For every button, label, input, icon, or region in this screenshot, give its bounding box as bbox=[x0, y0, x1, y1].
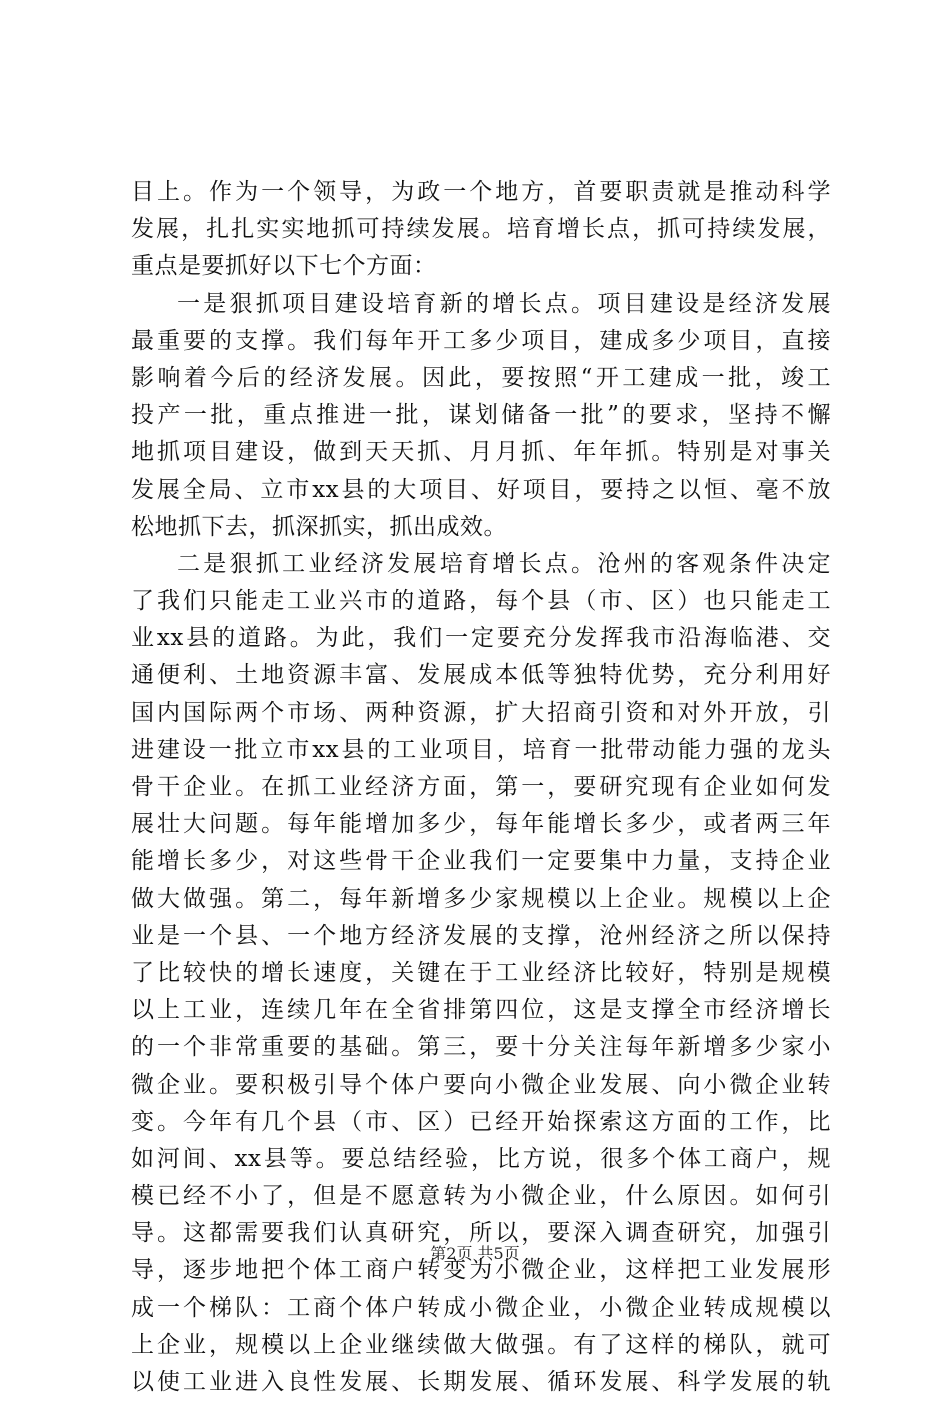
text-line: 以使工业进入良性发展、长期发展、循环发展、科学发展的轨 bbox=[131, 1369, 831, 1395]
text-line: 微企业。要积极引导个体户要向小微企业发展、向小微企业转 bbox=[131, 1071, 831, 1098]
text-line: 模已经不小了，但是不愿意转为小微企业，什么原因。如何引 bbox=[131, 1183, 831, 1210]
text-line: 了我们只能走工业兴市的道路，每个县（市、区）也只能走工 bbox=[131, 588, 831, 615]
text-line: 投产一批，重点推进一批，谋划储备一批”的要求，坚持不懈 bbox=[131, 402, 831, 429]
text-line: 业是一个县、一个地方经济发展的支撑，沧州经济之所以保持 bbox=[131, 922, 831, 949]
text-line: 最重要的支撑。我们每年开工多少项目，建成多少项目，直接 bbox=[131, 327, 831, 354]
page-number-footer: 第2页 共5页 bbox=[430, 1244, 520, 1263]
text-line: 展壮大问题。每年能增加多少，每年能增长多少，或者两三年 bbox=[131, 811, 831, 838]
text-line: 做大做强。第二，每年新增多少家规模以上企业。规模以上企 bbox=[131, 885, 831, 912]
text-line: 进建设一批立市xx县的工业项目，培育一批带动能力强的龙头 bbox=[131, 736, 831, 763]
text-line: 发展全局、立市xx县的大项目、好项目，要持之以恒、毫不放 bbox=[131, 476, 831, 503]
text-line: 的一个非常重要的基础。第三，要十分关注每年新增多少家小 bbox=[131, 1034, 831, 1061]
text-line: 成一个梯队：工商个体户转成小微企业，小微企业转成规模以 bbox=[131, 1294, 831, 1321]
text-line: 以上工业，连续几年在全省排第四位，这是支撑全市经济增长 bbox=[131, 997, 831, 1024]
text-line: 发展，扎扎实实地抓可持续发展。培育增长点，抓可持续发展， bbox=[131, 216, 831, 243]
paragraph-first-line: 二是狠抓工业经济发展培育增长点。沧州的客观条件决定 bbox=[177, 550, 831, 577]
text-line: 变。今年有几个县（市、区）已经开始探索这方面的工作，比 bbox=[131, 1108, 831, 1135]
text-line: 目上。作为一个领导，为政一个地方，首要职责就是推动科学 bbox=[131, 179, 831, 205]
text-line: 能增长多少，对这些骨干企业我们一定要集中力量，支持企业 bbox=[131, 848, 831, 875]
text-line: 骨干企业。在抓工业经济方面，第一，要研究现有企业如何发 bbox=[131, 774, 831, 800]
text-line: 松地抓下去，抓深抓实，抓出成效。 bbox=[131, 513, 507, 540]
text-line: 国内国际两个市场、两种资源，扩大招商引资和对外开放，引 bbox=[131, 699, 831, 726]
text-line: 业xx县的道路。为此，我们一定要充分发挥我市沿海临港、交 bbox=[131, 625, 831, 652]
text-line: 重点是要抓好以下七个方面： bbox=[131, 253, 437, 280]
text-line: 导，逐步地把个体工商户转变为小微企业，这样把工业发展形 bbox=[131, 1257, 831, 1284]
text-line: 影响着今后的经济发展。因此，要按照“开工建成一批，竣工 bbox=[131, 364, 831, 391]
text-line: 了比较快的增长速度，关键在于工业经济比较好，特别是规模 bbox=[131, 959, 831, 986]
text-line: 地抓项目建设，做到天天抓、月月抓、年年抓。特别是对事关 bbox=[131, 439, 831, 466]
document-body bbox=[131, 174, 831, 1401]
text-line: 导。这都需要我们认真研究，所以，要深入调查研究，加强引 bbox=[131, 1220, 831, 1247]
text-line: 通便利、土地资源丰富、发展成本低等独特优势，充分利用好 bbox=[131, 662, 831, 689]
text-line: 如河间、xx县等。要总结经验，比方说，很多个体工商户，规 bbox=[131, 1145, 831, 1172]
text-line: 上企业，规模以上企业继续做大做强。有了这样的梯队，就可 bbox=[131, 1331, 831, 1358]
paragraph-first-line: 一是狠抓项目建设培育新的增长点。项目建设是经济发展 bbox=[177, 290, 831, 317]
